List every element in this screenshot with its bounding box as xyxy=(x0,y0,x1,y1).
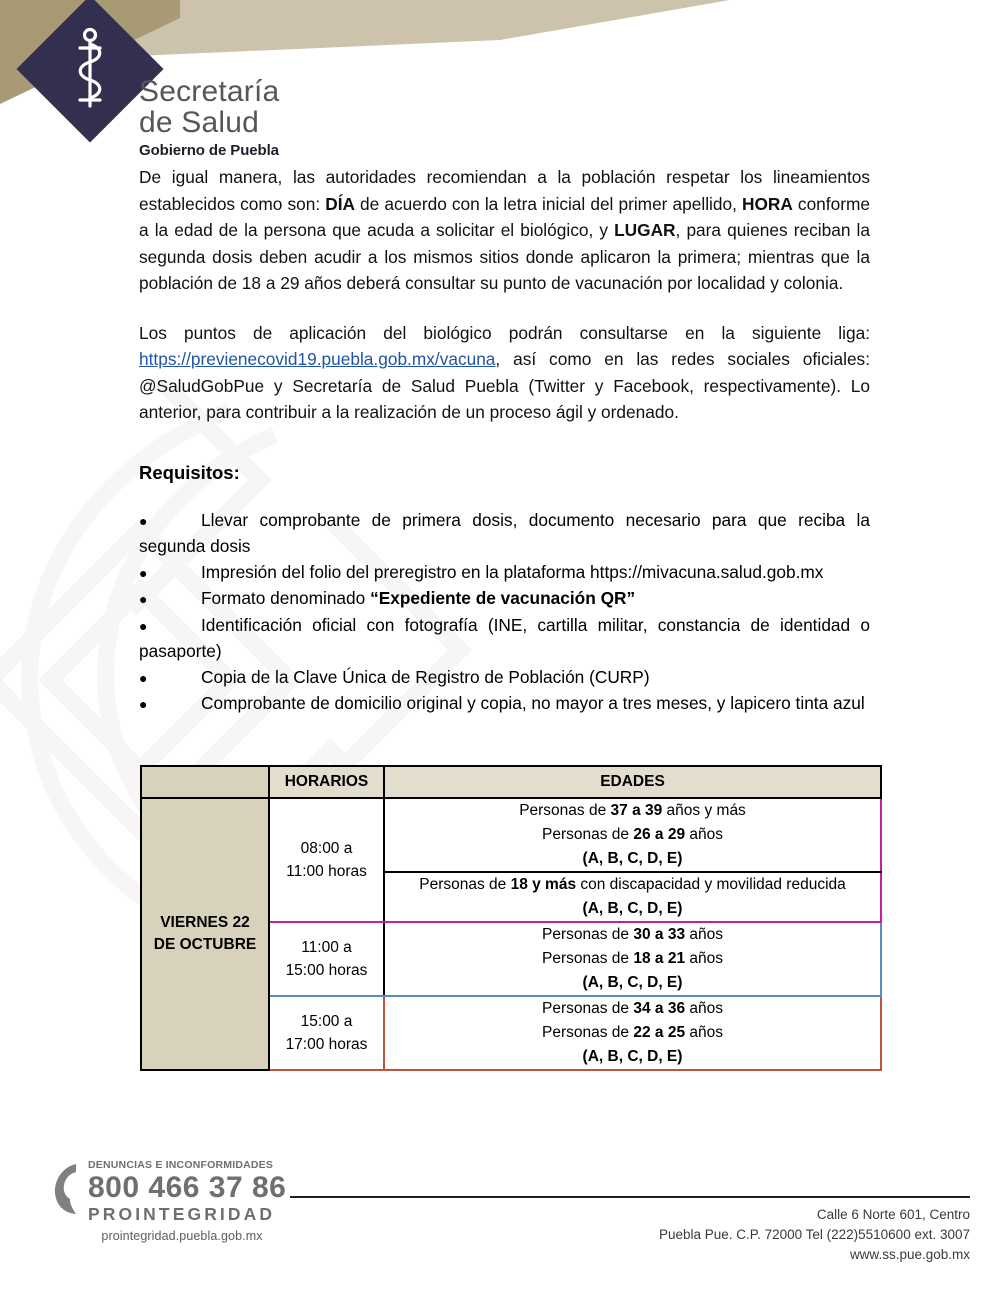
age-suffix: años xyxy=(685,1000,723,1017)
bullet-icon xyxy=(139,587,201,613)
list-item xyxy=(139,691,870,718)
list-item xyxy=(139,508,870,560)
bullet-icon xyxy=(139,666,201,692)
p2-seg1: Los puntos de aplicación del biológico podrán consultarse en la siguiente liga: xyxy=(139,322,870,343)
phone-handset-icon xyxy=(52,1161,88,1222)
time-line2: 15:00 horas xyxy=(285,962,368,979)
age-suffix: años xyxy=(685,950,723,967)
paragraph-lineamientos xyxy=(139,164,870,297)
ages-cell xyxy=(384,922,881,996)
letter-groups: (A, B, C, D, E) xyxy=(582,900,683,917)
letter-groups: (A, B, C, D, E) xyxy=(582,850,683,867)
ages-cell xyxy=(384,872,881,922)
age-suffix: con discapacidad y movilidad reducida xyxy=(576,876,846,893)
age-line xyxy=(385,923,880,947)
age-line xyxy=(385,823,880,847)
age-suffix: años xyxy=(685,1024,723,1041)
requirement-text: Comprobante de domicilio original y copia, no mayor a tres meses, y lapicero tinta azul xyxy=(201,693,865,713)
age-suffix: años y más xyxy=(662,802,746,819)
age-range: 22 a 25 xyxy=(633,1024,686,1041)
list-item xyxy=(139,665,870,692)
org-subtitle: Gobierno de Puebla xyxy=(139,142,279,159)
bullet-icon xyxy=(139,509,201,535)
list-item xyxy=(139,613,870,665)
requirement-text: Copia de la Clave Única de Registro de Población (CURP) xyxy=(201,666,650,687)
list-item xyxy=(139,560,870,587)
address-line-1: Calle 6 Norte 601, Centro xyxy=(816,1207,970,1222)
age-plain: Personas de xyxy=(542,926,634,943)
requirement-text: Llevar comprobante de primera dosis, documento necesario para que reciba la segunda dosis xyxy=(139,509,870,556)
header-horarios: HORARIOS xyxy=(269,766,384,798)
age-plain: Personas de xyxy=(419,876,511,893)
header-blank xyxy=(141,766,269,798)
vaccination-schedule-table xyxy=(140,765,880,1071)
header-edades: EDADES xyxy=(384,766,881,798)
age-plain: Personas de xyxy=(542,1000,634,1017)
time-line1: 11:00 a xyxy=(301,939,352,956)
p1-bold-dia: DÍA xyxy=(325,193,355,214)
p1-seg1: De igual manera, las autoridades recomiendan a la población respetar los lineamientos establecidos como son: xyxy=(139,167,870,214)
day-label-line2: DE OCTUBRE xyxy=(153,936,257,953)
address-line-3: www.ss.pue.gob.mx xyxy=(849,1247,970,1262)
p2-seg2: , así como en las redes sociales oficiales: @SaludGobPue y Secretaría de Salud Puebla (Twitter y Facebook, respectivamente). Lo anterior, para contribuir a la realización de un proceso ágil y ordenado. xyxy=(139,349,870,422)
rod-of-asclepius-icon xyxy=(38,17,142,121)
age-line xyxy=(385,947,880,971)
requirement-text-emphasis: “Expediente de vacunación QR” xyxy=(370,588,636,608)
list-item xyxy=(139,586,870,613)
time-line1: 15:00 a xyxy=(300,1013,353,1030)
age-plain: Personas de xyxy=(542,950,634,967)
requirement-text: Impresión del folio del preregistro en la plataforma https://mivacuna.salud.gob.mx xyxy=(201,561,824,582)
p1-seg3: conforme a la edad de la persona que acuda a solicitar el biológico, y xyxy=(139,193,870,240)
time-cell xyxy=(269,922,384,996)
time-cell xyxy=(269,798,384,922)
p1-seg4: , para quienes reciban la segunda dosis deben acudir a los mismos sitios donde aplicaron la primera; mientras que la población de 18 a 29 años deberá consultar su punto de vacunación por localidad y colonia. xyxy=(139,220,870,293)
org-name-line2: de Salud xyxy=(139,106,260,139)
requirements-title: Requisitos: xyxy=(139,461,240,483)
address-line-2: Puebla Pue. C.P. 72000 Tel (222)5510600 ext. 3007 xyxy=(659,1227,970,1242)
bullet-icon xyxy=(139,561,201,587)
prointegridad-footer-logo xyxy=(52,1158,312,1243)
age-range: 37 a 39 xyxy=(610,802,663,819)
p1-seg2: de acuerdo con la letra inicial del primer apellido, xyxy=(354,193,742,214)
time-line1: 08:00 a xyxy=(300,840,353,857)
day-cell xyxy=(141,798,269,1070)
footer-divider xyxy=(290,1196,970,1198)
age-range: 26 a 29 xyxy=(633,826,686,843)
time-line2: 17:00 horas xyxy=(285,1036,368,1053)
letter-groups: (A, B, C, D, E) xyxy=(582,974,683,991)
bullet-icon xyxy=(139,614,201,640)
vacuna-portal-link[interactable]: https://previenecovid19.puebla.gob.mx/vacuna xyxy=(139,349,496,369)
paragraph-puntos xyxy=(139,320,870,426)
requirements-list xyxy=(139,508,870,718)
program-website: prointegridad.puebla.gob.mx xyxy=(101,1229,263,1243)
program-name: PROINTEGRIDAD xyxy=(88,1204,276,1224)
age-range: 30 a 33 xyxy=(633,926,686,943)
day-label-line1: VIERNES 22 xyxy=(160,914,250,931)
time-line2: 11:00 horas xyxy=(286,863,367,880)
table-row xyxy=(141,798,881,872)
table-header-row xyxy=(141,766,881,798)
age-line xyxy=(385,873,880,897)
age-suffix: años xyxy=(685,826,723,843)
age-line xyxy=(385,997,880,1021)
time-cell xyxy=(269,996,384,1070)
requirement-text: Identificación oficial con fotografía (INE, cartilla militar, constancia de identidad o pasaporte) xyxy=(139,614,870,661)
org-name-line1: Secretaría xyxy=(139,75,280,108)
ages-cell xyxy=(384,996,881,1070)
ages-cell xyxy=(384,798,881,872)
complaints-phone-number: 800 466 37 86 xyxy=(88,1171,287,1204)
age-plain: Personas de xyxy=(542,826,634,843)
age-line xyxy=(385,1021,880,1045)
p1-bold-hora: HORA xyxy=(741,193,793,214)
age-plain: Personas de xyxy=(519,802,611,819)
complaints-tagline: DENUNCIAS E INCONFORMIDADES xyxy=(88,1159,274,1171)
age-plain: Personas de xyxy=(542,1024,634,1041)
age-range: 34 a 36 xyxy=(633,1000,686,1017)
footer-address xyxy=(490,1205,970,1265)
p1-bold-lugar: LUGAR xyxy=(614,220,676,240)
masthead xyxy=(139,76,279,159)
age-suffix: años xyxy=(685,926,723,943)
requirement-text-prefix: Formato denominado xyxy=(201,588,371,608)
age-range: 18 a 21 xyxy=(633,950,686,967)
age-range: 18 y más xyxy=(510,876,577,893)
age-line xyxy=(385,799,880,823)
document-body xyxy=(139,164,870,718)
letter-groups: (A, B, C, D, E) xyxy=(582,1048,683,1065)
bullet-icon xyxy=(139,692,201,718)
